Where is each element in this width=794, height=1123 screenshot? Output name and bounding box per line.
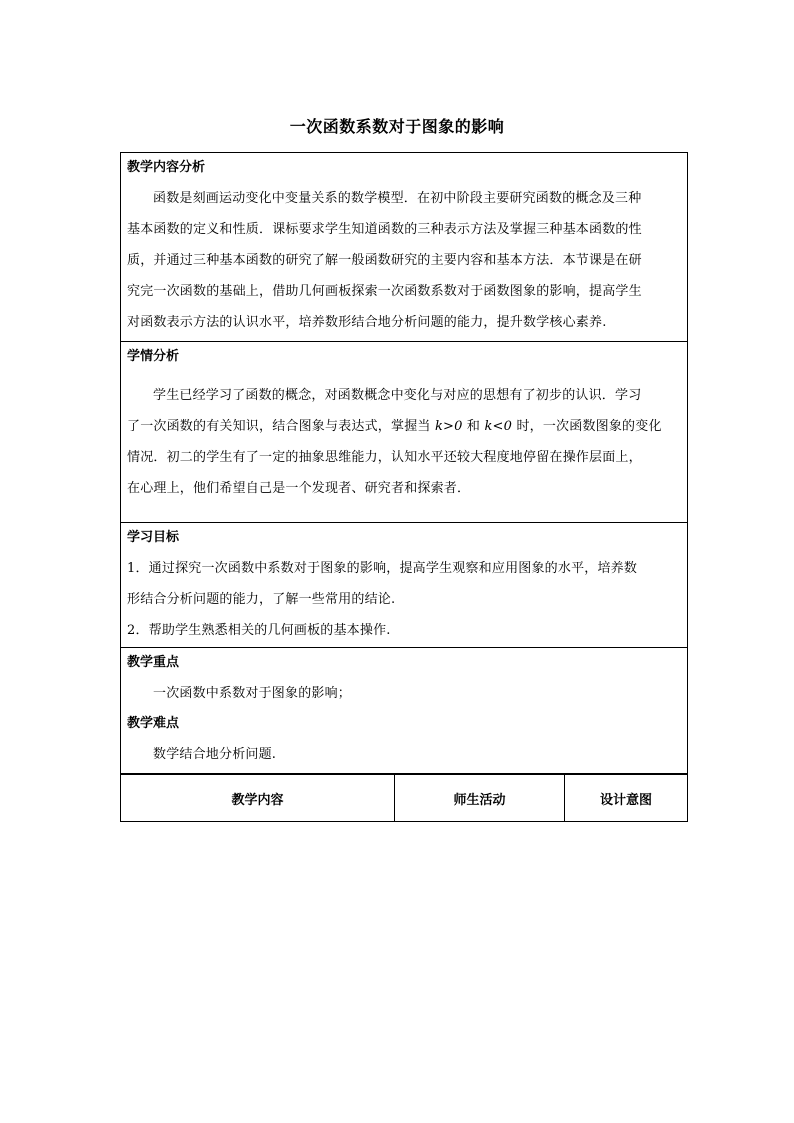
table-header-row — [121, 774, 687, 821]
learner-analysis-line — [127, 411, 681, 442]
page-title: 一次函数系数对于图象的影响 — [289, 117, 505, 136]
learner-text: 和 — [462, 419, 485, 434]
learner-analysis-line: 情况．初二的学生有了一定的抽象思维能力，认知水平还较大程度地停留在操作层面上， — [127, 450, 642, 465]
content-analysis-line: 函数是刻画运动变化中变量关系的数学模型．在初中阶段主要研究函数的概念及三种 — [153, 191, 642, 206]
header-teacher-student-activity: 师生活动 — [395, 775, 565, 821]
content-analysis-line: 对函数表示方法的认识水平，培养数形结合地分析问题的能力，提升数学核心素养. — [127, 315, 607, 330]
content-analysis-heading: 教学内容分析 — [127, 160, 206, 175]
header-teaching-content: 教学内容 — [121, 775, 395, 821]
learner-analysis-line: 在心理上，他们希望自己是一个发现者、研究者和探索者． — [127, 481, 471, 496]
learner-text: 时，一次函数图象的变化 — [512, 419, 662, 434]
objectives-section — [121, 523, 687, 648]
condition-k-negative: k<0 — [484, 419, 513, 434]
content-analysis-section — [121, 153, 687, 342]
condition-k-positive: k>0 — [434, 419, 463, 434]
content-analysis-line: 基本函数的定义和性质．课标要求学生知道函数的三种表示方法及掌握三种基本函数的性 — [127, 222, 642, 237]
key-points-text: 一次函数中系数对于图象的影响； — [153, 686, 352, 701]
key-points-heading: 教学重点 — [127, 655, 180, 670]
objective-line: 1．通过探究一次函数中系数对于图象的影响，提高学生观察和应用图象的水平，培养数 — [127, 561, 638, 576]
key-points-section — [121, 648, 687, 774]
content-analysis-line: 质，并通过三种基本函数的研究了解一般函数研究的主要内容和基本方法．本节课是在研 — [127, 253, 642, 268]
objectives-heading: 学习目标 — [127, 530, 180, 545]
learner-text: 了一次函数的有关知识，结合图象与表达式，掌握当 — [127, 419, 435, 434]
header-design-intent: 设计意图 — [599, 792, 652, 808]
objective-line: 形结合分析问题的能力，了解一些常用的结论. — [127, 592, 396, 607]
learner-analysis-heading: 学情分析 — [127, 349, 180, 364]
content-analysis-line: 究完一次函数的基础上，借助几何画板探索一次函数系数对于函数图象的影响，提高学生 — [127, 284, 642, 299]
lesson-plan-table — [120, 152, 688, 822]
learner-analysis-section — [121, 342, 687, 523]
learner-analysis-line: 学生已经学习了函数的概念，对函数概念中变化与对应的思想有了初步的认识．学习 — [153, 388, 642, 403]
difficulty-text: 数学结合地分析问题. — [153, 747, 277, 762]
objective-line: 2．帮助学生熟悉相关的几何画板的基本操作. — [127, 623, 391, 638]
difficulty-heading: 教学难点 — [127, 716, 180, 731]
